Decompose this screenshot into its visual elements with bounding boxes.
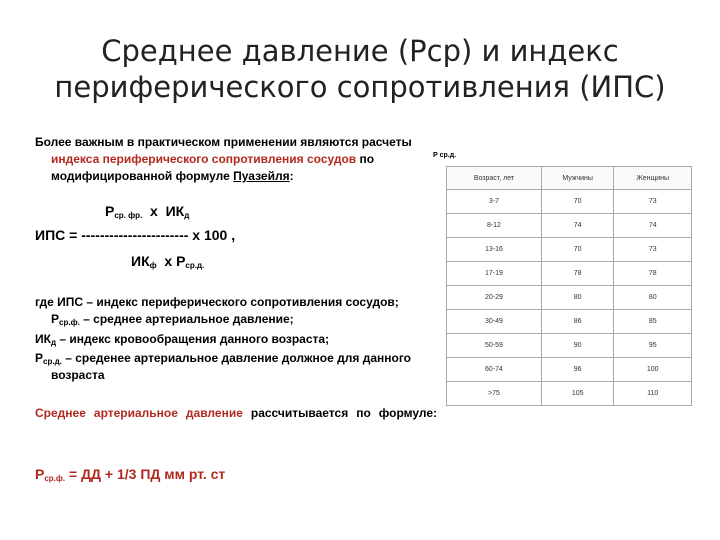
title-line-1: Среднее давление (Рср) и индекс (101, 34, 619, 68)
table-row (447, 214, 692, 238)
cell-women: 100 (614, 358, 692, 382)
table-row (447, 382, 692, 406)
denominator-ik-sub: ф (149, 261, 157, 270)
formula-name: Пуазейля (233, 169, 290, 183)
title-line-2: периферического сопротивления (ИПС) (54, 70, 666, 104)
legend-pd-text: – среденее артериальное давление должное для данного возраста (51, 351, 411, 382)
calc-black: рассчитывается по формуле: (242, 406, 437, 420)
cell-men: 70 (541, 238, 614, 262)
numerator-p: Р (105, 203, 115, 219)
final-text: = ДД + 1/3 ПД мм рт. ст (65, 466, 226, 482)
header-age: Возраст, лет (447, 167, 542, 190)
cell-men: 78 (541, 262, 614, 286)
cell-women: 80 (614, 286, 692, 310)
cell-men: 80 (541, 286, 614, 310)
table-row (447, 310, 692, 334)
table-row (447, 238, 692, 262)
table-row (447, 358, 692, 382)
cell-age: 50-59 (447, 334, 542, 358)
cell-women: 85 (614, 310, 692, 334)
legend-line-1: где ИПС – индекс периферического сопротивления сосудов; (35, 295, 399, 309)
calc-paragraph (35, 405, 437, 422)
intro-text-3: : (289, 169, 294, 183)
cell-age: 30-49 (447, 310, 542, 334)
legend-p-sub: ср.ф. (59, 318, 80, 327)
numerator-x: х ИК (142, 203, 185, 219)
legend-ik: ИК (35, 332, 51, 346)
legend-pd: Р (35, 351, 44, 365)
cell-age: >75 (447, 382, 542, 406)
cell-women: 78 (614, 262, 692, 286)
table-row (447, 334, 692, 358)
intro-text-2: по модифицированной формуле (51, 152, 375, 183)
cell-men: 74 (541, 214, 614, 238)
legend-line-2 (51, 311, 437, 328)
cell-men: 105 (541, 382, 614, 406)
formula-denominator (131, 252, 204, 270)
cell-age: 20-29 (447, 286, 542, 310)
formula-numerator (105, 202, 189, 220)
legend-ik-sub: д (50, 338, 57, 347)
numerator-p-sub: ср. фр. (114, 211, 143, 220)
legend-pd-sub: ср.д. (43, 357, 62, 366)
intro-paragraph (35, 134, 453, 185)
table-row (447, 190, 692, 214)
table-label: Р ср.д. (433, 152, 457, 159)
intro-highlight: индекса периферического сопротивления сосудов (51, 152, 357, 166)
legend-ik-text: – индекс кровообращения данного возраста; (56, 332, 330, 346)
slide-title (40, 33, 680, 105)
cell-women: 73 (614, 190, 692, 214)
table-header-row (447, 167, 692, 190)
cell-men: 86 (541, 310, 614, 334)
cell-men: 96 (541, 358, 614, 382)
age-pressure-table (446, 166, 692, 406)
intro-text-1: Более важным в практическом применении являются расчеты (35, 135, 412, 149)
final-p: Р (35, 466, 45, 482)
cell-men: 70 (541, 190, 614, 214)
formula-main: ИПС = ----------------------- х 100 , (35, 227, 236, 243)
table-row (447, 286, 692, 310)
calc-red: Среднее артериальное давление (35, 406, 243, 420)
denominator-ik: ИК (131, 253, 150, 269)
legend-line-3 (35, 331, 437, 348)
cell-age: 8-12 (447, 214, 542, 238)
numerator-ik-sub: д (184, 211, 190, 220)
cell-women: 95 (614, 334, 692, 358)
cell-women: 74 (614, 214, 692, 238)
cell-women: 110 (614, 382, 692, 406)
cell-age: 13-16 (447, 238, 542, 262)
cell-age: 17-19 (447, 262, 542, 286)
final-formula (35, 465, 225, 483)
header-men: Мужчины (541, 167, 614, 190)
table-row (447, 262, 692, 286)
header-women: Женщины (614, 167, 692, 190)
denominator-x: х Р (156, 253, 186, 269)
calc-line (35, 405, 437, 422)
legend-p: Р (51, 312, 60, 326)
cell-age: 60-74 (447, 358, 542, 382)
cell-men: 90 (541, 334, 614, 358)
cell-women: 73 (614, 238, 692, 262)
denominator-p-sub: ср.д. (185, 261, 205, 270)
cell-age: 3-7 (447, 190, 542, 214)
legend-line-4 (35, 350, 453, 384)
final-p-sub: ср.ф. (44, 474, 66, 483)
legend-p-text: – среднее артериальное давление; (79, 312, 294, 326)
